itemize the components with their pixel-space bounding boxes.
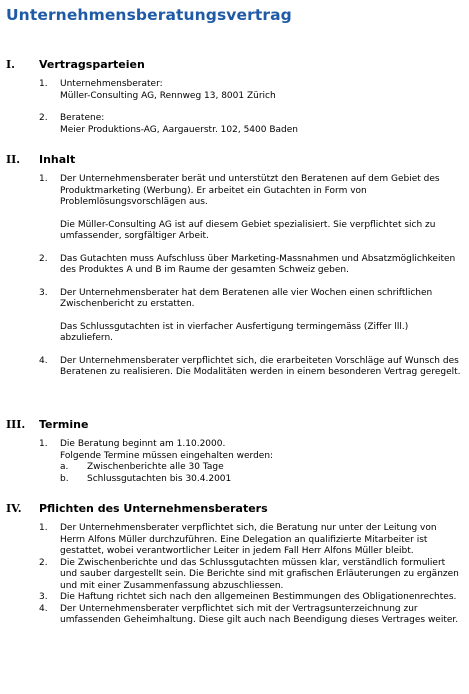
sub-item-marker: b. <box>60 473 69 484</box>
item-text: Müller-Consulting AG, Rennweg 13, 8001 Zürich <box>60 90 276 101</box>
item-number: 1. <box>39 79 48 89</box>
section-termine <box>6 418 463 485</box>
section-number: IV. <box>6 502 22 515</box>
section-number: I. <box>6 58 15 71</box>
list-item <box>6 113 463 136</box>
item-text: Der Unternehmensberater hat dem Beratenen alle vier Wochen einen schriftlichen Zwischenbericht zu erstatten. <box>60 287 433 309</box>
list-item <box>6 439 463 485</box>
item-number: 1. <box>39 523 48 533</box>
document-title: Unternehmensberatungsvertrag <box>6 6 292 24</box>
item-number: 3. <box>39 287 48 298</box>
item-text: Die Beratung beginnt am 1.10.2000. <box>60 439 226 449</box>
section-title: Vertragsparteien <box>39 58 145 71</box>
item-text: Der Unternehmensberater verpflichtet sich, die erarbeiteten Vorschläge auf Wunsch des Beratenen zu realisieren. Die Modalitäten werden in einem besonderen Vertrag geregelt. <box>60 355 461 377</box>
sub-item-text: Zwischenberichte alle 30 Tage <box>87 462 224 472</box>
item-label: Beratene: <box>60 113 105 123</box>
section-items <box>6 439 463 485</box>
item-number: 3. <box>39 592 48 602</box>
item-text: Die Haftung richtet sich nach den allgemeinen Bestimmungen des Obligationenrechtes. <box>60 592 457 602</box>
list-item <box>6 254 463 277</box>
item-number: 2. <box>39 557 48 568</box>
section-heading <box>6 502 463 518</box>
item-number: 1. <box>39 439 48 449</box>
item-text: Folgende Termine müssen eingehalten werden: <box>60 450 274 461</box>
list-item <box>6 558 463 593</box>
section-items <box>6 79 463 136</box>
item-text: Der Unternehmensberater berät und unterstützt den Beratenen auf dem Gebiet des Produktmarketing (Werbung). Er arbeitet ein Gutachten in Form von Problemlösungsvorschlägen aus. <box>60 174 440 207</box>
item-text: Das Gutachten muss Aufschluss über Marketing-Massnahmen und Absatzmöglichkeiten des Produktes A und B im Raume der gesamten Schweiz geben. <box>60 253 456 275</box>
item-text: Der Unternehmensberater verpflichtet sich mit der Vertragsunterzeichnung zur umfassenden Geheimhaltung. Diese gilt auch nach Beendigung dieses Vertrages weiter. <box>60 603 459 625</box>
item-number: 2. <box>39 253 48 264</box>
item-text: Das Schlussgutachten ist in vierfacher Ausfertigung termingemäss (Ziffer lll.) abzuliefern. <box>60 321 409 343</box>
section-heading <box>6 418 463 434</box>
section-heading <box>6 58 463 74</box>
section-number: III. <box>6 418 26 431</box>
item-number: 1. <box>39 174 48 184</box>
item-number: 2. <box>39 113 48 123</box>
item-text: Die Zwischenberichte und das Schlussgutachten müssen klar, verständlich formuliert und sauber dargestellt sein. Die Berichte sind mit grafischen Erläuterungen zu ergänzen und mit einer Zusammenfassung abzuschliessen. <box>60 557 459 591</box>
section-number: II. <box>6 153 21 166</box>
item-label: Unternehmensberater: <box>60 79 163 89</box>
list-item <box>6 79 463 102</box>
list-item <box>6 604 463 627</box>
list-item <box>6 592 463 604</box>
item-number: 4. <box>39 603 48 614</box>
section-title: Inhalt <box>39 153 76 166</box>
section-items <box>6 174 463 379</box>
sub-item-text: Schlussgutachten bis 30.4.2001 <box>87 473 232 484</box>
section-vertragsparteien <box>6 58 463 136</box>
section-heading <box>6 153 463 169</box>
item-text: Die Müller-Consulting AG ist auf diesem Gebiet spezialisiert. Sie verpflichtet sich zu umfassender, sorgfältiger Arbeit. <box>60 219 436 241</box>
section-title: Termine <box>39 418 89 431</box>
section-title: Pflichten des Unternehmensberaters <box>39 502 268 515</box>
section-inhalt <box>6 153 463 379</box>
item-text: Der Unternehmensberater verpflichtet sich, die Beratung nur unter der Leitung von Herrn Alfons Müller durchzuführen. Eine Delegation an qualifizierte Mitarbeiter ist gestattet, wobei verantwortlicher Leiter in jedem Fall Herr Alfons Müller bleibt. <box>60 523 437 556</box>
list-item <box>6 288 463 345</box>
item-text: Meier Produktions-AG, Aargauerstr. 102, 5400 Baden <box>60 124 298 135</box>
item-number: 4. <box>39 355 48 366</box>
sub-item <box>60 462 463 474</box>
sub-item-marker: a. <box>60 462 69 472</box>
section-pflichten <box>6 502 463 627</box>
list-item <box>6 523 463 558</box>
list-item <box>6 174 463 243</box>
sub-item <box>60 474 463 486</box>
list-item <box>6 356 463 379</box>
section-items <box>6 523 463 627</box>
